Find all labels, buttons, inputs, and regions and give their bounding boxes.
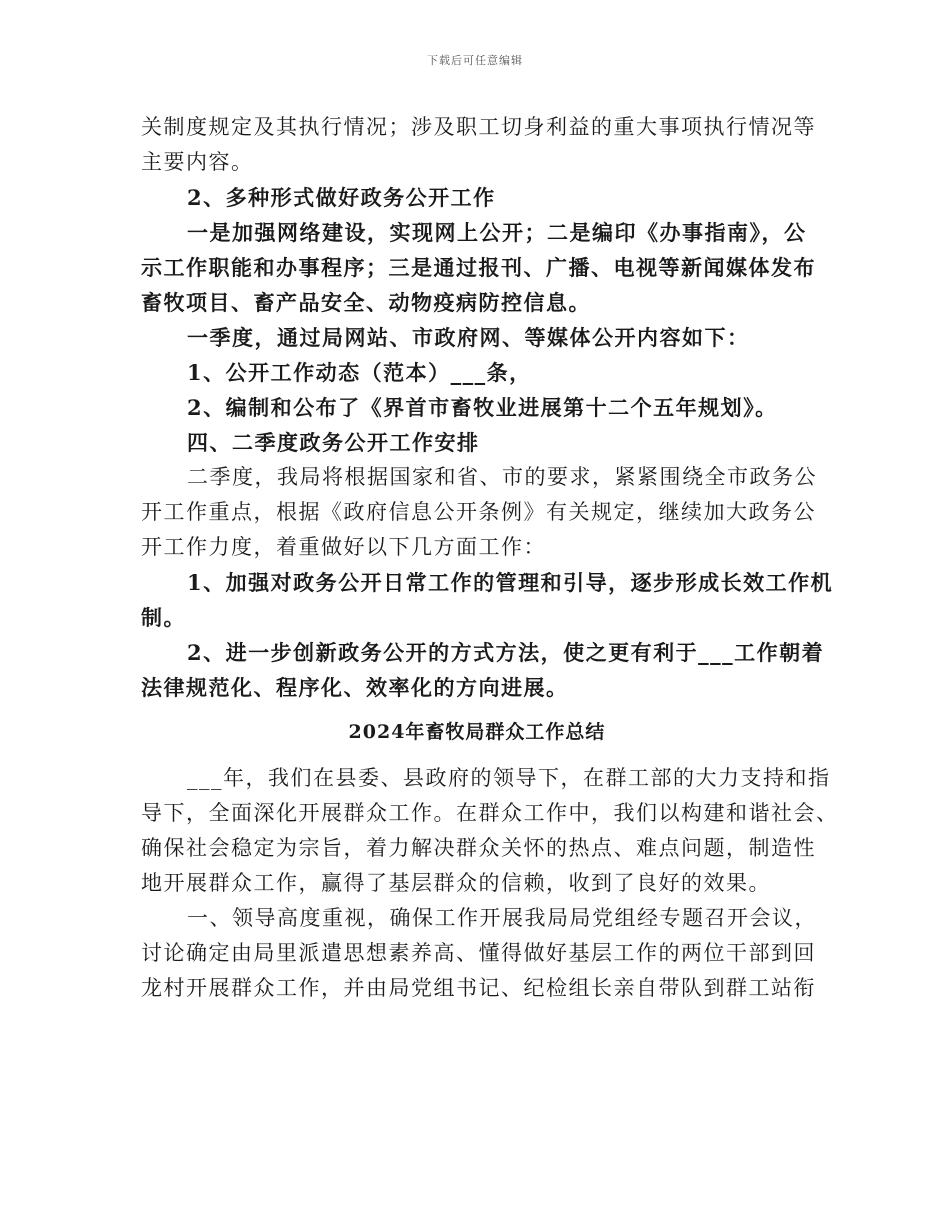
document-title: 2024年畜牧局群众工作总结 — [348, 721, 606, 743]
body-line: 二季度，我局将根据国家和省、市的要求，紧紧围绕全市政务公 — [187, 465, 817, 489]
body-line: 开工作重点，根据《政府信息公开条例》有关规定，继续加大政务公 — [141, 500, 816, 524]
list-item: 2、进一步创新政务公开的方式方法，使之更有利于___工作朝着 — [187, 640, 825, 665]
list-item: 2、编制和公布了《界首市畜牧业进展第十二个五年规划》。 — [187, 395, 778, 420]
body-line: 示工作职能和办事程序；三是通过报刊、广播、电视等新闻媒体发布 — [141, 255, 816, 280]
body-line: 一、领导高度重视，确保工作开展我局局党组经专题召开会议， — [187, 906, 817, 930]
body-line: 主要内容。 — [141, 150, 254, 174]
body-line: 一季度，通过局网站、市政府网、等媒体公开内容如下： — [187, 325, 750, 350]
body-line: 导下，全面深化开展群众工作。在群众工作中，我们以构建和谐社会、 — [141, 801, 839, 825]
body-line: 确保社会稳定为宗旨，着力解决群众关怀的热点、难点问题，制造性 — [141, 836, 816, 860]
body-line: 畜牧项目、畜产品安全、动物疫病防控信息。 — [141, 290, 591, 315]
body-line: 关制度规定及其执行情况；涉及职工切身利益的重大事项执行情况等 — [141, 115, 816, 139]
list-item: 法律规范化、程序化、效率化的方向进展。 — [141, 675, 569, 700]
list-item: 1、公开工作动态（范本）___条， — [187, 360, 532, 385]
subheading: 2、多种形式做好政务公开工作 — [187, 185, 496, 210]
document-body — [141, 110, 839, 1006]
body-line: ___年，我们在县委、县政府的领导下，在群工部的大力支持和指 — [187, 766, 831, 790]
page-header: 下载后可任意编辑 — [427, 54, 523, 67]
body-line: 龙村开展群众工作，并由局党组书记、纪检组长亲自带队到群工站衔 — [141, 976, 816, 1000]
body-line: 讨论确定由局里派遣思想素养高、懂得做好基层工作的两位干部到回 — [141, 941, 816, 965]
body-line: 开工作力度，着重做好以下几方面工作： — [141, 535, 546, 559]
body-line: 一是加强网络建设，实现网上公开；二是编印《办事指南》，公 — [187, 220, 807, 245]
list-item: 制。 — [141, 605, 186, 630]
body-line: 地开展群众工作，赢得了基层群众的信赖，收到了良好的效果。 — [141, 871, 771, 895]
section-heading: 四、二季度政务公开工作安排 — [187, 430, 480, 455]
list-item: 1、加强对政务公开日常工作的管理和引导，逐步形成长效工作机 — [187, 570, 834, 595]
